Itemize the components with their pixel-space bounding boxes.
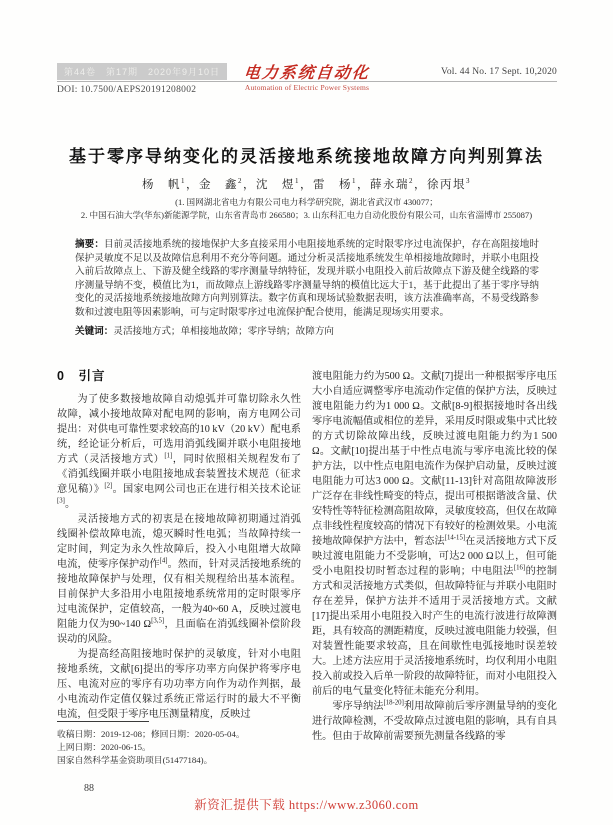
journal-title-cn: 电力系统自动化 bbox=[242, 65, 371, 82]
doi-text: DOI: 10.7500/AEPS20191208002 bbox=[57, 85, 197, 95]
paragraph: 灵活接地方式的初衷是在接地故障初期通过消弧线圈补偿故障电流，熄灭瞬时性电弧；当故障持续一定时间，判定为永久性故障后，投入小电阻增大故障电流，使零序保护动作[4]。然而，针对灵活接地系统的接地故障保护与处理，仅有相关规程给出基本流程。目前保护大多沿用小电阻接地系统常用的定时限零序过电流保护，定值较高，一般为40~60 A，反映过渡电阻能力仅为90~140 Ω[3,5]，且面临在消弧线圈补偿阶段误动的风险。 bbox=[57, 514, 302, 645]
affiliations bbox=[30, 196, 583, 222]
body-column-right bbox=[312, 369, 557, 744]
authors-line: 杨 帆$^1$，金 鑫$^2$，沈 煜$^1$，雷 杨$^1$，薛永瑞$^2$，徐丙垠$^3$ bbox=[142, 177, 471, 191]
abstract-label: 摘要： bbox=[75, 239, 105, 250]
abstract-text: 目前灵活接地系统的接地保护大多直接采用小电阻接地系统的定时限零序过电流保护，存在高阻接地时保护灵敏度不足以及故障信息利用不充分等问题。通过分析灵活接地系统发生单相接地故障时，并联小电阻投入前后故障点上、下游及健全线路的零序测量导纳特征，发现并联小电阻投入前后故障点下游及健全线路的零序测量导纳不变，模值比为1，而故障点上游线路零序测量导纳的模值比远大于1，基于此提出了基于零序导纳变化的灵活接地系统接地故障方向判别算法。数字仿真和现场试验数据表明，该方法准确率高，不易受线路参数和过渡电阻等因素影响，可与定时限零序过电流保护配合使用，能满足现场实用要求。 bbox=[75, 239, 540, 318]
article-title: 基于零序导纳变化的灵活接地系统接地故障方向判别算法 bbox=[69, 147, 544, 166]
paragraph: 为了使多数接地故障自动熄弧并可靠切除永久性故障，减小接地故障对配电网的影响，南方电网公司提出：对供电可靠性要求较高的10 kV（20 kV）配电系统，经论证分析后，可选用消弧线圈并联小电阻接地方式（灵活接地方式）[1]，同时依照相关规程发布了《消弧线圈并联小电阻接地成套装置技术规范（征求意见稿）》[2]。国家电网公司也正在进行相关技术论证[3]。 bbox=[57, 394, 302, 510]
keywords-paragraph bbox=[75, 325, 539, 339]
paragraph: 为提高经高阻接地时保护的灵敏度，针对小电阻接地系统，文献[6]提出的零序功率方向保护将零序电压、电流对应的零序有功功率方向作为动作判据，最小电流动作定值仅躲过系统正常运行时的最大不平衡电流，但受限于零序电压测量精度，反映过 bbox=[57, 649, 301, 720]
journal-header bbox=[57, 60, 557, 106]
volume-info: Vol. 44 No. 17 Sept. 10,2020 bbox=[440, 67, 557, 77]
footnote-divider bbox=[57, 721, 149, 722]
keywords-text: 灵活接地方式；单相接地故障；零序导纳；故障方向 bbox=[113, 326, 335, 337]
affiliation-line-2: 2. 中国石油大学(华东)新能源学院，山东省青岛市 266580；3. 山东科汇电力自动化股份有限公司，山东省淄博市 255087) bbox=[80, 210, 533, 220]
footnote-received-date: 收稿日期：2019-12-08；修回日期：2020-05-04。 bbox=[57, 729, 245, 739]
section-heading: 0 引言 bbox=[57, 369, 106, 383]
body-column-left bbox=[57, 369, 301, 722]
issue-info-box: 第44卷 第17期 2020年9月10日 bbox=[57, 63, 227, 80]
paragraph: 渡电阻能力约为500 Ω。文献[7]提出一种根据零序电压大小自适应调整零序电流动作定值的保护方法，反映过渡电阻能力约为1 000 Ω。文献[8-9]根据接地时各出线零序电流幅值或相位的差异，采用反时限或集中式比较的方式切除故障出线，反映过渡电阻能力约为1 500 Ω。文献[10]提出基于中性点电流与零序电流比较的保护方法，以中性点电阻电流作为保护启动量，反映过渡电阻能力可达3 000 Ω。文献[11-13]针对高阻故障波形广泛存在非线性畸变的特点，提出可根据谐波含量、伏安特性等特征检测高阻故障，灵敏度较高，但仅在故障点非线性程度较高的情况下有较好的检测效果。小电流接地故障保护方法中，暂态法[14-15]在灵活接地方式下反映过渡电阻能力不受影响，可达2 000 Ω以上，但可能受小电阻投切时暂态过程的影响；中电阻法[16]的控制方式和灵活接地方式类似，但故障特征与并联小电阻时存在差异，保护方法并不适用于灵活接地方式。文献[17]提出采用小电阻投入时产生的电流行波进行故障测距，具有较高的测距精度，反映过渡电阻能力较强，但对装置性能要求较高，且在间歇性电弧接地时误差较大。上述方法应用于灵活接地系统时，均仅利用小电阻投入前或投入后单一阶段的故障特征，而对小电阻投入前后的电气量变化特征未能充分利用。 bbox=[312, 371, 558, 697]
page-number: 88 bbox=[84, 783, 94, 794]
footnote-funding: 国家自然科学基金资助项目(51477184)。 bbox=[57, 755, 213, 765]
keywords-label: 关键词： bbox=[75, 326, 114, 337]
paragraph: 零序导纳法[18-20]利用故障前后零序测量导纳的变化进行故障检测，不受故障点过渡电阻的影响，具有自具性。但由于故障前需要预先测量各线路的零 bbox=[312, 699, 558, 742]
journal-title-en: Automation of Electric Power Systems bbox=[244, 83, 370, 92]
affiliation-line-1: (1. 国网湖北省电力有限公司电力科学研究院，湖北省武汉市 430077； bbox=[175, 197, 438, 207]
footnote-online-date: 上网日期：2020-06-15。 bbox=[57, 742, 151, 752]
abstract-paragraph bbox=[75, 238, 539, 319]
watermark-link[interactable]: 新资汇提供下载 https://www.z3060.com bbox=[194, 798, 419, 812]
footnote-section bbox=[57, 721, 307, 767]
abstract-section bbox=[75, 238, 539, 348]
